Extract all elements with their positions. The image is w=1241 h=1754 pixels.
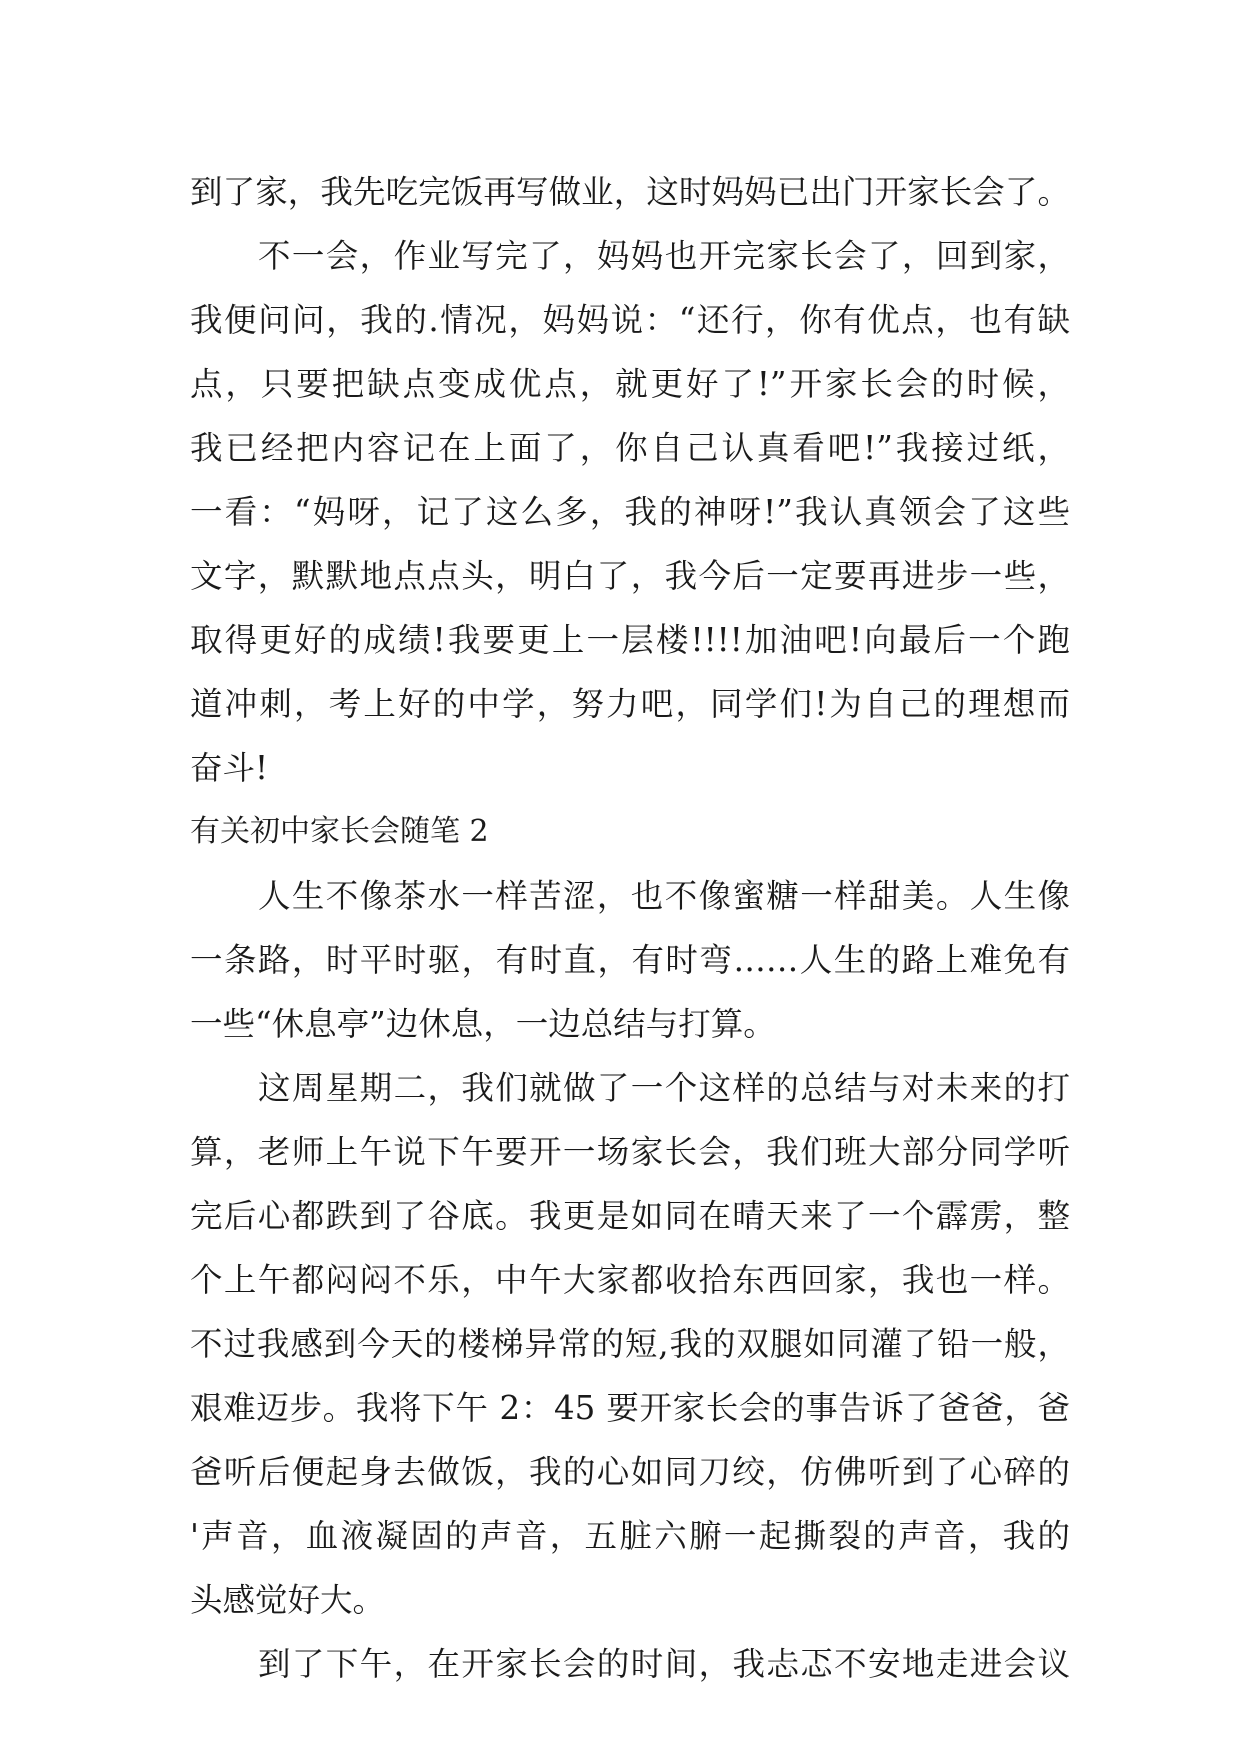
text-line: 到了下午，在开家长会的时间，我忐忑不安地走进会议 xyxy=(258,1645,1070,1683)
text-line: 奋斗! xyxy=(190,749,269,787)
text-line: 我便问问，我的.情况，妈妈说：“还行，你有优点，也有缺 xyxy=(190,301,1070,339)
text-line: 个上午都闷闷不乐，中午大家都收拾东西回家，我也一样。 xyxy=(190,1261,1070,1299)
text-line: 我已经把内容记在上面了，你自己认真看吧!”我接过纸， xyxy=(190,429,1070,467)
text-line: 这周星期二，我们就做了一个这样的总结与对未来的打 xyxy=(258,1069,1070,1107)
text-line: 不一会，作业写完了，妈妈也开完家长会了，回到家， xyxy=(258,237,1070,275)
section-heading: 有关初中家长会随笔 2 xyxy=(190,814,489,849)
text-line: 算，老师上午说下午要开一场家长会，我们班大部分同学听 xyxy=(190,1133,1070,1171)
text-line: 点，只要把缺点变成优点，就更好了!”开家长会的时候， xyxy=(190,365,1070,403)
text-line: 一些“休息亭”边休息，一边总结与打算。 xyxy=(190,1005,776,1043)
text-line: 完后心都跌到了谷底。我更是如同在晴天来了一个霹雳，整 xyxy=(190,1197,1070,1235)
text-line: 到了家，我先吃完饭再写做业，这时妈妈已出门开家长会了。 xyxy=(190,173,1070,211)
text-line: 道冲刺，考上好的中学，努力吧，同学们!为自己的理想而 xyxy=(190,685,1070,723)
text-line: 一条路，时平时驱，有时直，有时弯……人生的路上难免有 xyxy=(190,941,1070,979)
document-body xyxy=(190,160,1070,1696)
text-line: 取得更好的成绩!我要更上一层楼!!!!加油吧!向最后一个跑 xyxy=(190,621,1070,659)
text-line: 不过我感到今天的楼梯异常的短,我的双腿如同灌了铅一般， xyxy=(190,1325,1070,1363)
text-line: 爸听后便起身去做饭，我的心如同刀绞，仿佛听到了心碎的 xyxy=(190,1453,1070,1491)
text-line: '声音，血液凝固的声音，五脏六腑一起撕裂的声音，我的 xyxy=(190,1517,1070,1555)
text-line: 人生不像茶水一样苦涩，也不像蜜糖一样甜美。人生像 xyxy=(258,877,1070,915)
text-line: 一看：“妈呀，记了这么多，我的神呀!”我认真领会了这些 xyxy=(190,493,1070,531)
text-line: 文字，默默地点点头，明白了，我今后一定要再进步一些， xyxy=(190,557,1070,595)
text-line: 头感觉好大。 xyxy=(190,1581,386,1619)
text-line: 艰难迈步。我将下午 2：45 要开家长会的事告诉了爸爸，爸 xyxy=(190,1389,1070,1427)
